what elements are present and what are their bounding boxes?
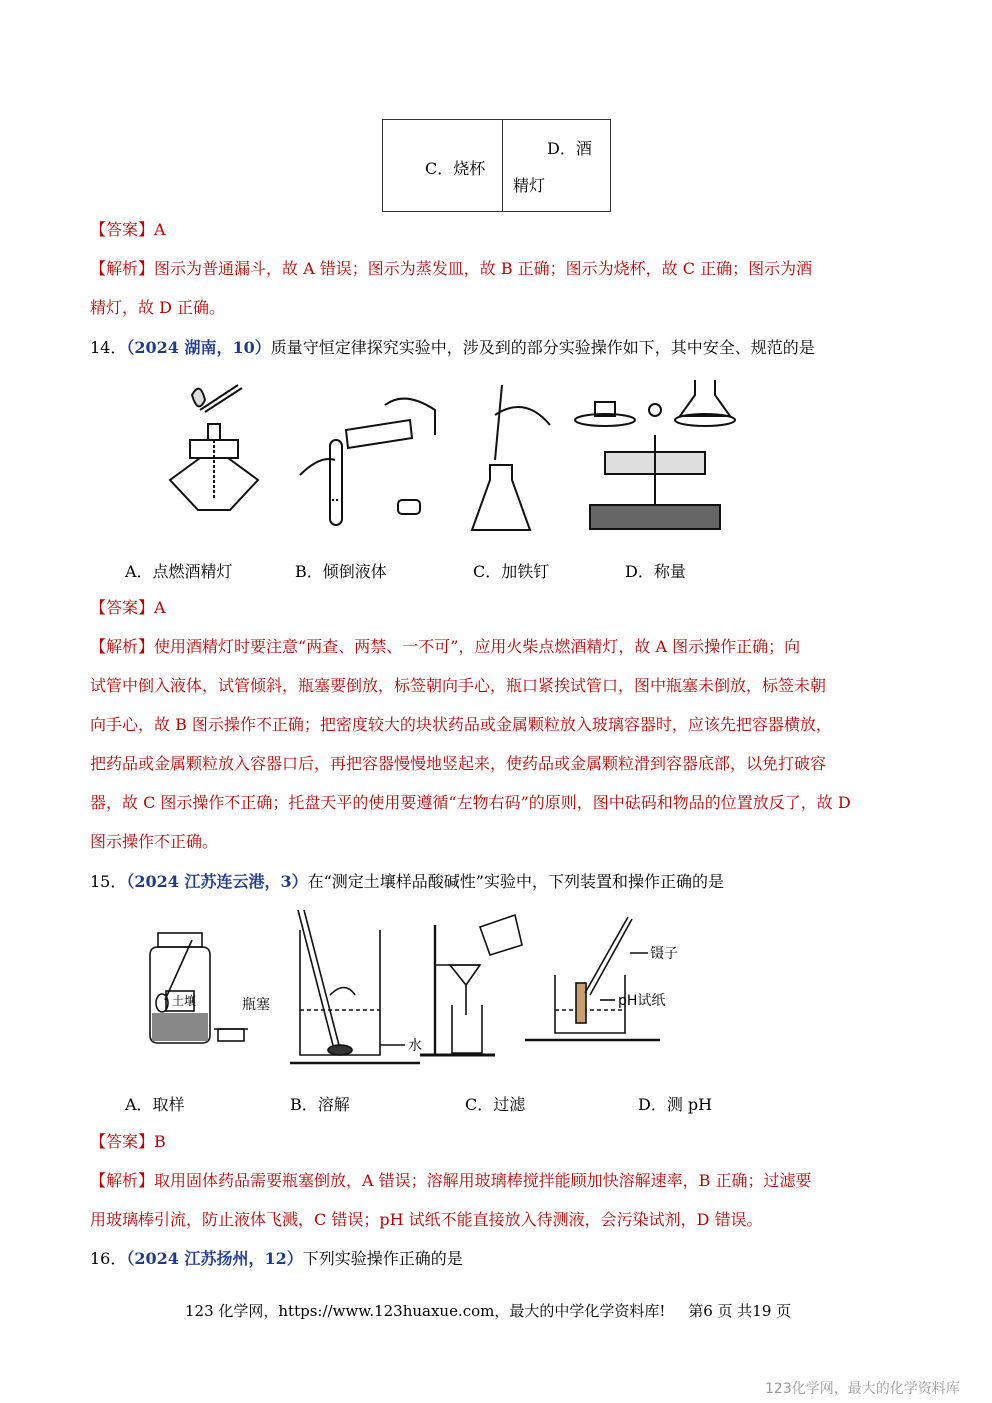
q14-option-b: B．倾倒液体 <box>295 562 387 581</box>
footer-site-text: 123 化学网，https://www.123huaxue.com，最大的中学化学资料库! <box>185 1302 666 1320</box>
q14-answer: 【答案】A <box>90 598 166 617</box>
q13-analysis-line-1: 【解析】图示为普通漏斗，故 A 错误；图示为蒸发皿，故 B 正确；图示为烧杯，故 C 正确；图示为酒 <box>90 259 813 278</box>
q13-analysis-line-2: 精灯，故 D 正确。 <box>90 298 226 317</box>
option-d-text-1: D．酒 <box>547 139 592 158</box>
filtration-figure <box>420 915 522 1055</box>
balance-figure <box>575 380 735 529</box>
q14-option-a: A．点燃酒精灯 <box>125 562 233 581</box>
q15-option-c: C．过滤 <box>465 1095 526 1114</box>
alcohol-lamp-figure <box>170 385 258 510</box>
q15-stem: 15．（2024 江苏连云港，3）在“测定土壤样品酸碱性”实验中，下列装置和操作正确的是 <box>90 872 724 891</box>
adding-nail-figure <box>472 385 550 530</box>
q15-answer: 【答案】B <box>90 1132 166 1151</box>
watermark-text: 123化学网，最大的化学资料库 <box>765 1381 960 1397</box>
option-c-text: C．烧杯 <box>425 159 486 178</box>
ph-paper-label: pH试纸 <box>618 993 666 1009</box>
q15-option-a: A．取样 <box>125 1095 185 1114</box>
q14-analysis-line-5: 器，故 C 图示操作不正确；托盘天平的使用要遵循“左物右码”的原则，图中砝码和物品的位置放反了，故 D <box>90 793 851 812</box>
ph-test-figure <box>525 917 660 1040</box>
q13-answer: 【答案】A <box>90 220 166 239</box>
q15-option-d: D．测 pH <box>638 1095 713 1114</box>
q14-analysis-line-2: 试管中倒入液体，试管倾斜，瓶塞要倒放，标签朝向手心，瓶口紧挨试管口，图中瓶塞未倒放，标签未朝 <box>90 676 827 695</box>
q15-analysis-line-1: 【解析】取用固体药品需要瓶塞倒放，A 错误；溶解用玻璃棒搅拌能顾加快溶解速率，B 正确；过滤要 <box>90 1171 812 1190</box>
stopper-label: 瓶塞 <box>242 997 270 1013</box>
water-label: 水 <box>408 1038 422 1054</box>
q15-analysis-line-2: 用玻璃棒引流，防止液体飞溅，C 错误；pH 试纸不能直接放入待测液，会污染试剂，D 错误。 <box>90 1210 763 1229</box>
q14-stem: 14．（2024 湖南，10）质量守恒定律探究实验中，涉及到的部分实验操作如下，其中安全、规范的是 <box>90 338 815 357</box>
q14-analysis-line-1: 【解析】使用酒精灯时要注意“两查、两禁、一不可”，应用火柴点燃酒精灯，故 A 图示操作正确；向 <box>90 637 801 656</box>
q14-figures <box>150 380 750 550</box>
q15-option-b: B．溶解 <box>290 1095 350 1114</box>
pouring-liquid-figure <box>300 399 435 525</box>
footer-page-number: 第6 页 共19 页 <box>688 1302 792 1320</box>
q15-figures <box>130 905 710 1075</box>
q14-analysis-line-6: 图示操作不正确。 <box>90 832 219 851</box>
dissolving-beaker-figure <box>290 910 420 1063</box>
q14-analysis-line-3: 向手心，故 B 图示操作不正确；把密度较大的块状药品或金属颗粒放入玻璃容器时，应该先把容器横放， <box>90 715 832 734</box>
sample-bottle-figure <box>150 933 248 1043</box>
option-d-cell <box>503 120 611 212</box>
q14-analysis-line-4: 把药品或金属颗粒放入容器口后，再把容器慢慢地竖起来，使药品或金属颗粒滑到容器底部，以免打破容 <box>90 754 827 773</box>
option-c-cell <box>383 120 503 212</box>
tweezers-label: 镊子 <box>650 946 678 962</box>
options-table <box>382 119 611 212</box>
q14-option-d: D．称量 <box>625 562 686 581</box>
q14-option-c: C．加铁钉 <box>473 562 550 581</box>
q14-analysis <box>90 627 910 861</box>
q16-stem: 16．（2024 江苏扬州，12）下列实验操作正确的是 <box>90 1249 463 1268</box>
option-d-text-2: 精灯 <box>513 176 546 195</box>
soil-label: 土壤 <box>172 994 197 1008</box>
page-footer <box>185 1300 791 1321</box>
